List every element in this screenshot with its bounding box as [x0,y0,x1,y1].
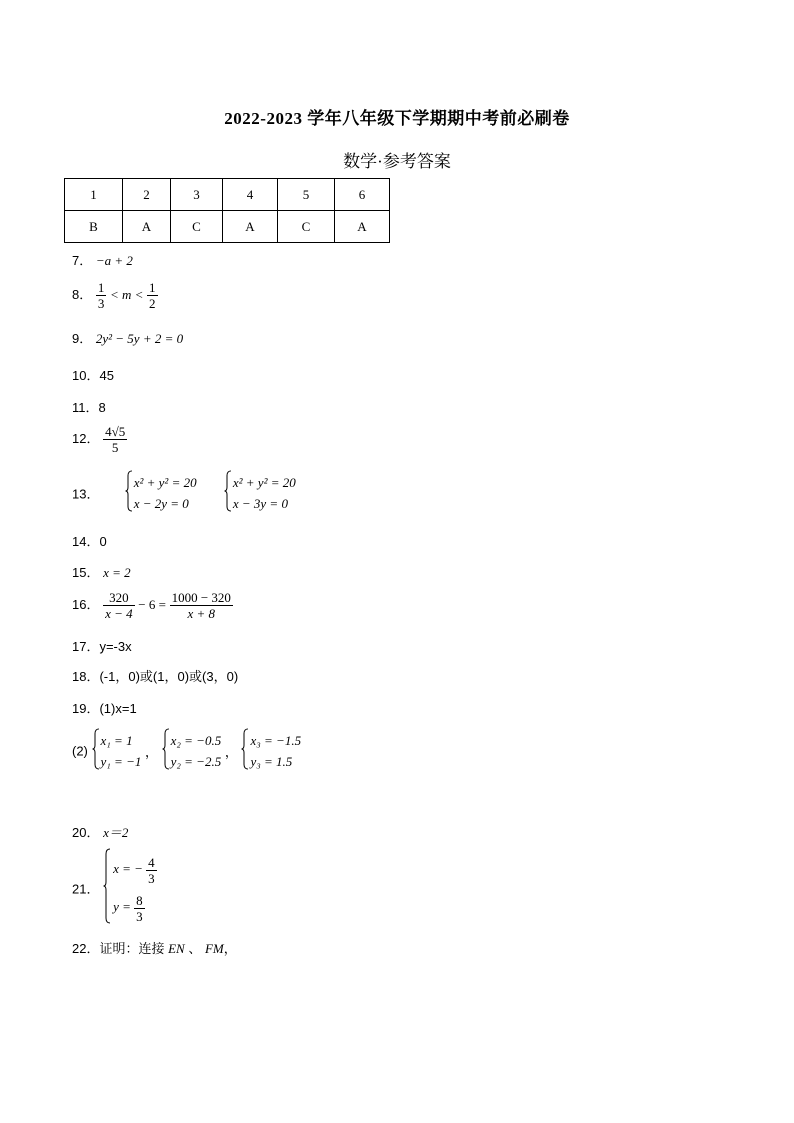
table-header-cell: 4 [223,179,278,211]
answer-label: 15． [72,565,100,580]
brace-icon [92,728,100,770]
answer-expression: x = 2 [103,565,131,580]
answer-19-part-1: 19．(1)x=1 [72,701,137,716]
answer-16 [72,590,233,621]
table-cell: A [335,211,390,243]
table-cell: A [123,211,171,243]
equation-system [241,730,301,772]
table-header-row [65,179,390,211]
equation-system [92,730,142,772]
brace-icon [224,470,232,512]
equation-line: x² + y² = 20 [232,475,296,490]
separator: ， [144,744,158,760]
table-cell: C [171,211,223,243]
equation-line: y₃ = 1.5 [250,754,293,769]
table-header-cell: 2 [123,179,171,211]
fraction [103,590,135,621]
equation-system [103,850,157,926]
equation-system [224,472,296,514]
separator: ， [223,941,237,956]
brace-icon [103,848,111,924]
table-cell: C [278,211,335,243]
fraction-numerator: 4√5 [105,424,126,439]
fraction-numerator: 320 [109,590,129,605]
table-header-cell: 6 [335,179,390,211]
equation-line: y₁ = −1 [100,754,142,769]
fraction-denominator: 3 [97,296,105,311]
answer-12 [72,424,127,455]
equation-lhs: y = [113,899,131,914]
fraction-denominator: 2 [149,296,156,311]
separator: 、 [188,941,202,956]
equation-line [113,850,157,888]
page-title: 2022-2023 学年八年级下学期期中考前必刷卷 [224,109,570,128]
answer-label: 13． [72,486,100,502]
answer-expression: −a + 2 [95,253,133,268]
answer-expression: − 6 = [138,596,166,612]
equation-line: x − 2y = 0 [133,496,189,511]
answer-10: 10．45 [72,368,114,383]
fraction-denominator: 3 [148,870,155,886]
table-row [65,211,390,243]
fraction [170,590,233,621]
answer-label: (2) [72,743,88,759]
table-cell: A [223,211,278,243]
fraction [96,280,107,311]
answer-9 [72,328,183,347]
fraction-numerator: 4 [148,854,155,870]
brace-icon [241,728,249,770]
answer-14: 14．0 [72,534,107,549]
segment-name: EN [168,941,185,956]
fraction-denominator: x + 8 [170,605,233,621]
equation-line [113,888,157,926]
answer-22 [72,938,237,957]
answer-expression: x＝2 [103,825,129,840]
fraction-numerator: 1000 − 320 [171,590,231,605]
equation-system [162,730,222,772]
equation-line: x² + y² = 20 [133,475,197,490]
table-header-cell: 1 [65,179,123,211]
answer-expression: < m < [109,286,144,302]
answer-11: 11．8 [72,400,106,415]
answer-label: 9． [72,331,93,346]
equation-lhs: x = − [113,861,143,876]
equation-system [125,472,197,514]
fraction [134,893,145,924]
fraction-denominator: 3 [136,908,143,924]
fraction-numerator: 1 [149,280,156,295]
answer-17: 17．y=-3x [72,639,132,654]
fraction [146,855,157,886]
table-header-cell: 5 [278,179,335,211]
fraction-denominator: x − 4 [105,606,133,621]
answer-label: 7． [72,253,93,268]
brace-icon [125,470,133,512]
fraction-numerator: 8 [136,892,143,908]
answer-20 [72,822,128,841]
equation-line: x − 3y = 0 [232,496,288,511]
answer-label: 22．证明：连接 [72,941,165,956]
equation-line: x₂ = −0.5 [170,733,222,748]
fraction-denominator: 5 [103,439,127,455]
answer-15 [72,562,131,581]
answer-21 [72,850,157,926]
table-header-cell: 3 [171,179,223,211]
answer-19-part-2 [72,730,301,772]
fraction [103,424,127,455]
answer-label: 8． [72,286,93,302]
equation-line: x₁ = 1 [100,733,133,748]
table-cell: B [65,211,123,243]
answer-8 [72,280,158,311]
segment-name: FM [204,941,224,956]
answer-label: 21． [72,881,100,897]
answer-label: 16． [72,596,100,612]
answer-label: 12． [72,430,100,446]
equation-line: x₃ = −1.5 [250,733,302,748]
answer-18: 18．(-1，0)或(1，0)或(3，0) [72,669,239,684]
answer-expression: 2y² − 5y + 2 = 0 [95,331,184,346]
answer-7 [72,250,133,269]
answer-table [64,178,390,243]
fraction-numerator: 1 [97,280,105,295]
answer-label: 20． [72,825,100,840]
brace-icon [162,728,170,770]
separator: ， [224,744,238,760]
answer-13 [72,472,296,514]
equation-line: y₂ = −2.5 [170,754,222,769]
fraction [147,280,158,311]
page-subtitle: 数学·参考答案 [343,152,451,171]
